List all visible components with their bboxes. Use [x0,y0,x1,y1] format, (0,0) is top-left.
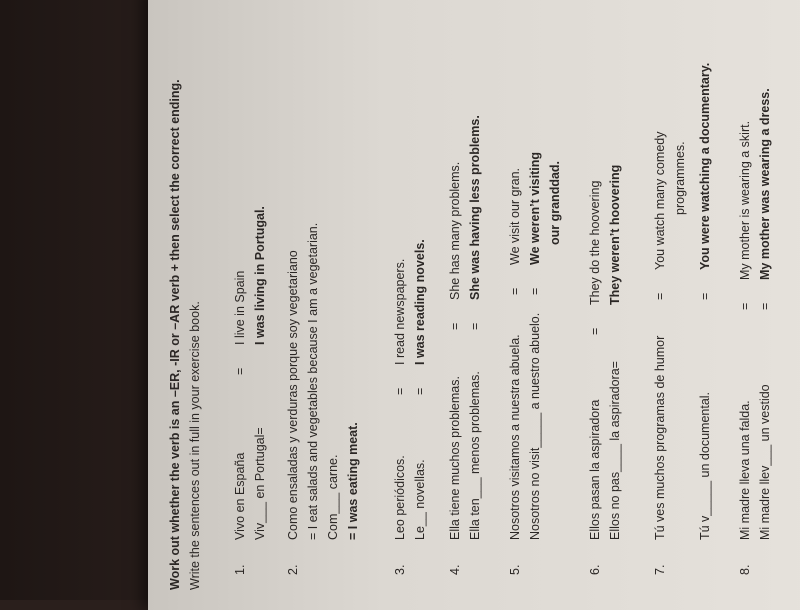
exercise-spanish: Mi madre lleva una falda. [738,400,752,540]
exercise-english: She has many problems. [448,161,462,300]
exercise-english: We visit our gran. [508,167,522,265]
exercise-spanish-gap: Viv___ en Portugal= [253,427,267,540]
exercise-english-answer: = I was eating meat. [346,422,360,540]
exercise-english: You watch many comedy [653,131,667,270]
exercise-spanish: Vivo en España [233,452,247,540]
equals-sign: = [413,387,427,395]
exercise-number: 4. [448,564,462,575]
exercise-spanish-gap: Nosotros no visit_____ a nuestro abuelo. [528,312,542,540]
exercise-english: I read newspapers. [393,258,407,365]
exercise-spanish-gap: Le__ novellas. [413,459,427,540]
exercise-english-answer: I was reading novels. [413,239,427,365]
instructions-heading: Work out whether the verb is an –ER, -IR or –AR verb + then select the correct ending. [168,79,182,590]
exercise-spanish-gap: Mi madre llev___ un vestido [758,384,772,540]
exercise-spanish-gap: Com___ carne. [326,454,340,540]
exercise-number: 6. [588,564,602,575]
equals-sign: = [468,322,482,330]
equals-sign: = [588,327,602,335]
exercise-spanish: Leo periódicos. [393,455,407,540]
exercise-english-answer: She was having less problems. [468,115,482,300]
exercise-number: 5. [508,564,522,575]
exercise-english-answer: We weren’t visiting [528,152,542,265]
exercise-english: I live in Spain [233,270,247,345]
exercise-spanish-gap: Ellos no pas____ la aspiradora= [608,361,622,540]
equals-sign: = [448,322,462,330]
equals-sign: = [698,292,712,300]
instructions-subtext: Write the sentences out in full in your exercise book. [188,301,202,590]
exercise-english-cont: programmes. [673,141,687,215]
exercise-spanish: Ellos pasan la aspiradora [588,399,602,540]
exercise-english: = I eat salads and vegetables because I am a vegetarian. [306,222,320,540]
exercise-spanish: Tú ves muchos programas de humor [653,335,667,540]
equals-sign: = [758,302,772,310]
exercise-english-answer: They weren’t hoovering [608,164,622,305]
equals-sign: = [653,292,667,300]
exercise-number: 2. [286,564,300,575]
exercise-english-answer-cont: our granddad. [548,160,562,245]
exercise-spanish: Nosotros visitamos a nuestra abuela. [508,334,522,540]
exercise-spanish-gap: Ella ten___ menos problemas. [468,371,482,540]
exercise-number: 1. [233,564,247,575]
exercise-english-answer: My mother was wearing a dress. [758,88,772,280]
worksheet-content [150,0,800,600]
equals-sign: = [393,387,407,395]
exercise-spanish: Ella tiene muchos problemas. [448,376,462,540]
equals-sign: = [233,367,247,375]
exercise-english-answer: You were watching a documentary. [698,62,712,270]
exercise-number: 3. [393,564,407,575]
equals-sign: = [528,287,542,295]
equals-sign: = [738,302,752,310]
exercise-number: 7. [653,564,667,575]
equals-sign: = [508,287,522,295]
exercise-english: My mother is wearing a skirt. [738,120,752,280]
exercise-number: 8. [738,564,752,575]
exercise-spanish-gap: Tú v_____ un documental. [698,391,712,540]
exercise-english-answer: I was living in Portugal. [253,206,267,345]
exercise-spanish: Como ensaladas y verduras porque soy vegetariano [286,250,300,540]
exercise-english: They do the hoovering [588,180,602,305]
